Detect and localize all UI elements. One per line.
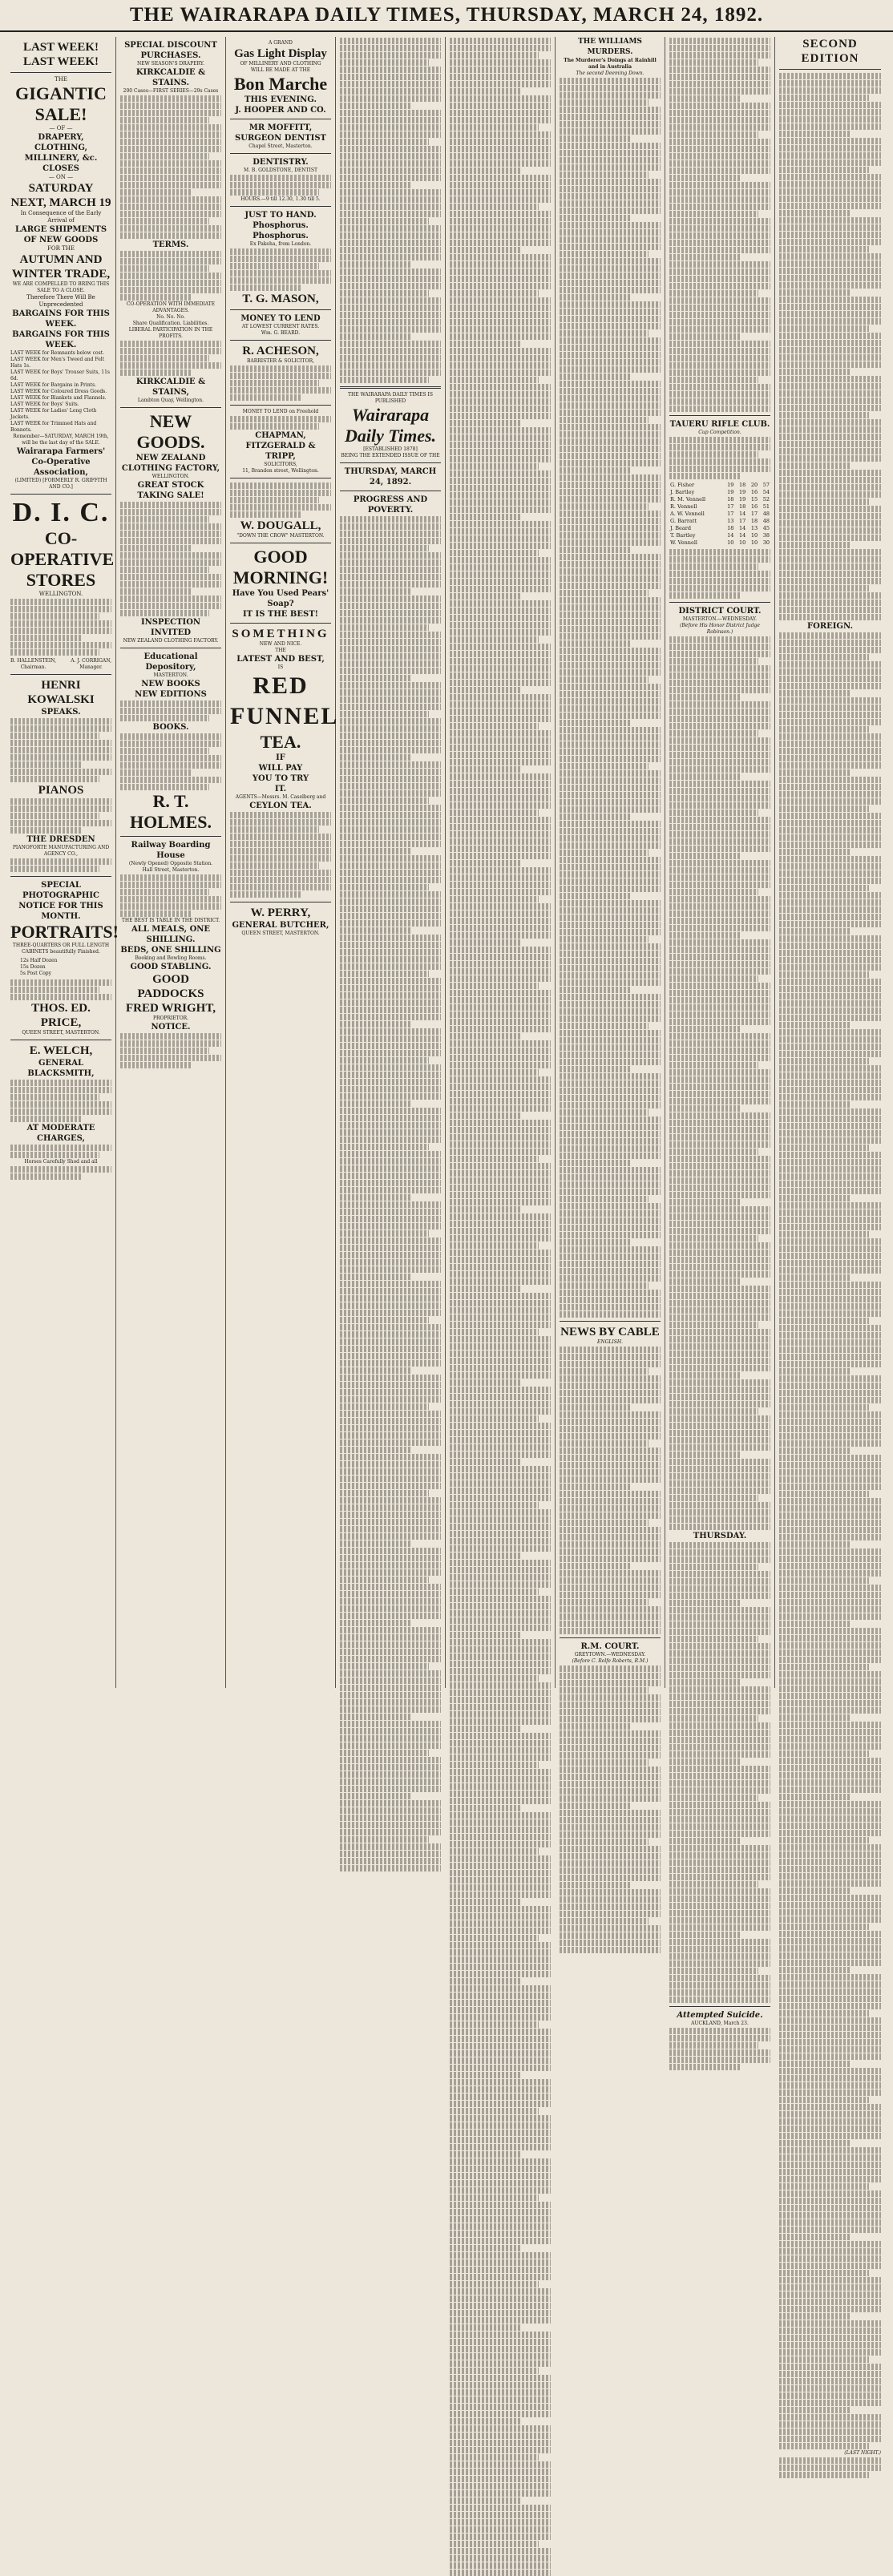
last-night-note: (LAST NIGHT.) — [844, 2450, 881, 2456]
acheson-name: R. ACHESON, — [242, 345, 319, 357]
last-week-item: LAST WEEK for Men's Tweed and Felt Hats 1s. — [10, 357, 105, 369]
last-week-item: LAST WEEK for Boys' Suits. — [10, 402, 79, 407]
last-week-item: LAST WEEK for Trimmed Hats and Bonnets. — [10, 421, 97, 433]
just-to-hand: JUST TO HAND. — [244, 211, 317, 220]
good-morning: GOOD MORNING! — [232, 547, 329, 587]
lend-freehold: MONEY TO LEND on Freehold — [242, 409, 319, 414]
farmers-association: Wairarapa Farmers' Co-Operative Association, — [16, 447, 106, 477]
for-the-label: FOR THE — [47, 245, 75, 252]
score-value: 13 — [750, 525, 758, 531]
holmes-title: R. T. HOLMES. — [129, 791, 212, 832]
dougall-ad — [230, 478, 331, 543]
column-4 — [336, 37, 446, 1688]
gas-light-title: Gas Light Display — [234, 47, 327, 60]
new-season: NEW SEASON'S DRAPERY. — [137, 61, 204, 67]
liberal-line: LIBERAL PARTICIPATION IN THE PROFITS. — [128, 327, 213, 339]
last-week-item: LAST WEEK for Coloured Dress Goods. — [10, 389, 107, 394]
score-row — [669, 539, 770, 547]
photo-ad — [10, 877, 119, 1040]
terms-heading: TERMS. — [152, 240, 189, 249]
bon-marche-ad — [230, 37, 331, 119]
goldstone-line: M. B. GOLDSTONE, DENTIST — [243, 168, 318, 173]
moderate-line: AT MODERATE CHARGES, — [26, 1124, 95, 1143]
something-title: SOMETHING — [232, 628, 329, 640]
inspection-invited: INSPECTION INVITED — [140, 618, 201, 637]
score-value: 10 — [750, 532, 758, 539]
score-row — [669, 489, 770, 496]
score-value: 14 — [739, 532, 746, 539]
kirkcaldie-ad — [120, 37, 221, 408]
new-books: NEW BOOKS — [141, 680, 200, 688]
surgeon-line: SURGEON DENTIST — [235, 134, 326, 143]
score-name: W. Vennell — [670, 539, 697, 546]
score-value: 17 — [727, 511, 734, 517]
murders-heading: THE WILLIAMS MURDERS. — [578, 38, 642, 56]
moffitt-name: MR MOFFITT, — [249, 123, 313, 132]
perry-ad — [230, 902, 331, 940]
new-and-nice: NEW AND NICE. — [259, 641, 302, 647]
butcher-line: GENERAL BUTCHER, — [232, 921, 329, 930]
score-value: 18 — [727, 525, 734, 531]
column-5 — [446, 37, 556, 1688]
dic-ad — [10, 495, 115, 675]
clothing-factory-ad — [120, 408, 221, 648]
column-1 — [6, 37, 119, 1688]
score-value: 18 — [727, 496, 734, 503]
barrister-line: BARRISTER & SOLICITOR, — [246, 358, 314, 364]
score-value: 19 — [727, 489, 734, 495]
score-value: 16 — [750, 503, 758, 510]
the-label: THE — [275, 648, 286, 653]
rifle-club-heading: TAUERU RIFLE CLUB. — [669, 420, 770, 429]
remember-line: Remember—SATURDAY, MARCH 19th, will be the last day of the SALE. — [13, 434, 109, 446]
money-ad — [230, 310, 331, 341]
kowalski-ad — [10, 675, 111, 877]
hours-line: HOURS.—9 till 12.30, 1.30 till 5. — [240, 196, 321, 202]
chapman-name: CHAPMAN, FITZGERALD & TRIPP, — [245, 431, 316, 461]
column-6 — [556, 37, 665, 1688]
score-value: 52 — [762, 496, 770, 503]
times-title: Wairarapa Daily Times. — [344, 405, 437, 446]
hall-street: Hall Street, Masterton. — [142, 867, 200, 873]
will-pay: WILL PAY — [258, 764, 303, 773]
bargains-line-1: BARGAINS FOR THIS WEEK. — [12, 309, 110, 329]
last-week-item: LAST WEEK for Blankets and Flannels. — [10, 395, 107, 401]
made-at-line: WILL BE MADE AT THE — [250, 67, 311, 73]
shares-cols: No. No. No. — [156, 314, 185, 320]
being-line: BEING THE EXTENDED ISSUE OF THE — [341, 453, 440, 458]
wright-name: FRED WRIGHT, — [126, 1002, 216, 1015]
shares-line: Share Qualification. Liabilities. — [132, 321, 209, 326]
score-row — [669, 503, 770, 511]
proprietor-line: PROPRIETOR. — [152, 1015, 189, 1021]
educational-title: Educational Depository, — [143, 652, 198, 672]
foreign-heading: FOREIGN. — [807, 622, 853, 631]
score-name: J. Beard — [670, 525, 691, 531]
lines-title: 200 Cases—FIRST SERIES—29s Cases — [123, 88, 219, 94]
score-value: 20 — [750, 482, 758, 488]
manager-title: Manager. — [79, 664, 103, 670]
have-you-used: Have You Used Pears' Soap? — [232, 589, 329, 608]
score-row — [669, 525, 770, 532]
cup-sub: Cup Competition. — [698, 430, 741, 435]
saturday-line: SATURDAY NEXT, MARCH 19 — [10, 182, 111, 209]
second-edition: SECOND EDITION — [801, 38, 859, 65]
chairman-title: Chairman. — [20, 664, 46, 670]
moffitt-ad — [230, 119, 331, 154]
blacksmith-line: GENERAL BLACKSMITH, — [27, 1059, 95, 1078]
portraits-title: PORTRAITS! — [10, 922, 119, 942]
score-value: 14 — [739, 525, 746, 531]
price-line: 12s Half Dozen — [20, 958, 58, 963]
judge-sub: (Before His Honor District Judge Robinson.) — [680, 623, 760, 635]
score-value: 18 — [750, 518, 758, 524]
score-value: 48 — [762, 511, 770, 517]
thursday-heading: THURSDAY. — [693, 1532, 747, 1540]
on-label: — ON — — [48, 174, 74, 180]
nzcf-bottom: NEW ZEALAND CLOTHING FACTORY. — [123, 638, 219, 644]
last-week-item: LAST WEEK for Boys' Trouser Suits, 11s 6d. — [10, 369, 110, 382]
good-paddocks: GOOD PADDOCKS — [137, 973, 204, 1000]
educational-ad — [120, 648, 221, 837]
last-week-item: LAST WEEK for Ladies' Long Cloth Jackets. — [10, 408, 97, 420]
perry-name: W. PERRY, — [250, 906, 311, 919]
good-stabling: GOOD STABLING. — [130, 963, 212, 971]
dougall-name: W. DOUGALL, — [240, 519, 321, 532]
auckland-dateline: AUCKLAND, March 23. — [691, 2021, 749, 2026]
score-value: 17 — [739, 518, 746, 524]
bon-marche-title: Bon Marche — [233, 74, 328, 94]
closes-line: CLOSES — [42, 164, 79, 173]
therefore-line: Therefore There Will Be Unprecedented — [26, 294, 95, 308]
horses-line: Horses Carefully Shod and all — [24, 1159, 98, 1165]
near-station: (Newly Opened) Opposite Station. — [128, 861, 213, 866]
score-value: 19 — [739, 496, 746, 503]
score-value: 18 — [739, 482, 746, 488]
of-label: — OF — — [49, 125, 73, 131]
coop-stores-title: CO-OPERATIVE STORES — [10, 528, 115, 590]
phosphorus-title: Phosphorus. Phosphorus. — [253, 221, 309, 240]
column-8 — [775, 37, 885, 2456]
established-line: [ESTABLISHED 1878] — [363, 446, 418, 452]
hooper-line: J. HOOPER AND CO. — [235, 106, 326, 115]
millinery-line: OF MILLINERY AND CLOTHING — [240, 61, 321, 67]
solicitors-line: SOLICITORS, — [264, 462, 297, 467]
welch-name: E. WELCH, — [29, 1044, 93, 1057]
score-name: T. Bartley — [670, 532, 696, 539]
masterton-wed: MASTERTON.—WEDNESDAY. — [682, 616, 758, 622]
times-sub: THE WAIRARAPA DAILY TIMES IS PUBLISHED — [348, 392, 433, 404]
score-row — [669, 496, 770, 503]
it-is-best: IT IS THE BEST! — [242, 610, 319, 619]
agents-line: AGENTS—Messrs. M. Caselberg and — [235, 794, 326, 800]
ceylon-tea: CEYLON TEA. — [249, 801, 312, 810]
score-value: 38 — [762, 532, 770, 539]
score-value: 51 — [762, 503, 770, 510]
queen-street: QUEEN STREET, MASTERTON. — [22, 1030, 100, 1036]
you-to-try: YOU TO TRY — [252, 774, 309, 783]
last-week-item: LAST WEEK for Bargains in Prints. — [10, 382, 97, 388]
scores-table — [669, 482, 770, 547]
gigantic-sale-ad — [10, 37, 111, 495]
score-value: 17 — [750, 511, 758, 517]
tea-title: TEA. — [260, 732, 301, 752]
before-sub: (Before C. Rolfe Roberts, R.M.) — [572, 1658, 649, 1664]
autumn-line: AUTUMN AND WINTER TRADE, — [11, 253, 111, 281]
english-sub: ENGLISH. — [596, 1339, 624, 1345]
welch-ad — [10, 1040, 111, 1184]
murders-sub: The Murderer's Doings at Rainhill and in Australia — [564, 58, 657, 70]
district-court-heading: DISTRICT COURT. — [678, 607, 762, 616]
score-value: 15 — [750, 496, 758, 503]
speaks-line: SPEAKS. — [41, 708, 81, 717]
red-funnel-ad — [230, 624, 339, 902]
column-7 — [665, 37, 775, 2026]
large-shipments-line: LARGE SHIPMENTS OF NEW GOODS — [14, 225, 107, 244]
attempted-suicide: Attempted Suicide. — [677, 2011, 763, 2020]
dresden-title: THE DRESDEN — [26, 835, 95, 844]
red-funnel-title: RED FUNNEL — [230, 672, 339, 729]
column-3 — [226, 37, 339, 1688]
score-value: 30 — [762, 539, 770, 546]
corrigan-name: A. J. CORRIGAN, — [71, 658, 111, 664]
pianos-title: PIANOS — [38, 784, 84, 797]
column-2 — [116, 37, 226, 1688]
compelled-line: WE ARE COMPELLED TO BRING THIS SALE TO A CLOSE. — [12, 281, 110, 293]
score-value: 18 — [739, 503, 746, 510]
last-week-item: LAST WEEK for Remnants below cost. — [10, 350, 105, 356]
score-value: 14 — [727, 532, 734, 539]
great-stock: GREAT STOCK TAKING SALE! — [137, 481, 204, 500]
grand-label: A GRAND — [269, 40, 293, 46]
score-value: 14 — [739, 511, 746, 517]
score-value: 57 — [762, 482, 770, 488]
meals-line: ALL MEALS, ONE SHILLING. — [131, 925, 211, 944]
railway-ad — [120, 837, 221, 1072]
price-line: 15s Dozen — [20, 964, 46, 970]
money-to-lend: MONEY TO LEND — [240, 314, 321, 323]
new-editions: NEW EDITIONS — [135, 690, 207, 699]
newspaper-columns — [6, 37, 887, 2456]
score-value: 45 — [762, 525, 770, 531]
brandon-line: 11, Brandon street, Wellington. — [242, 468, 319, 474]
beard-name: Wm. G. BEARD. — [261, 330, 301, 336]
consequence-line: In Consequence of the Early Arrival of — [20, 210, 102, 224]
score-value: 19 — [739, 489, 746, 495]
portraits-desc: THREE-QUARTERS OR FULL LENGTH CABINETS beautifully Finished. — [12, 943, 110, 955]
kirkcaldie-title: KIRKCALDIE & STAINS. — [135, 68, 206, 87]
masthead: THE WAIRARAPA DAILY TIMES, THURSDAY, MARCH 24, 1892. — [0, 0, 893, 32]
mason-name: T. G. MASON, — [242, 293, 319, 305]
bargains-line-2: BARGAINS FOR THIS WEEK. — [12, 330, 110, 349]
pears-ad — [230, 543, 331, 624]
if-label: IF — [276, 753, 285, 762]
score-value: 54 — [762, 489, 770, 495]
score-name: G. Fisher — [670, 482, 695, 488]
nz-clothing-title: NEW ZEALAND CLOTHING FACTORY, — [121, 454, 220, 473]
score-value: 13 — [727, 518, 734, 524]
score-value: 17 — [727, 503, 734, 510]
score-name: R. Vennell — [670, 503, 697, 510]
score-value: 10 — [739, 539, 746, 546]
last-week-list — [10, 350, 111, 434]
photo-notice: SPECIAL PHOTOGRAPHIC NOTICE FOR THIS MONTH. — [18, 881, 103, 921]
price-name: THOS. ED. PRICE, — [31, 1002, 91, 1029]
is-label: IS — [277, 664, 284, 670]
news-cable-heading: NEWS BY CABLE — [560, 1326, 660, 1338]
acheson-ad — [230, 341, 331, 406]
nzcf-wellington: WELLINGTON. — [152, 474, 190, 479]
dic-wellington: WELLINGTON. — [38, 591, 83, 597]
best-table: THE BEST IS TABLE IN THE DISTRICT. — [121, 918, 220, 923]
score-name: R. M. Vennell — [670, 496, 706, 503]
it-label: IT. — [274, 785, 287, 793]
progress-heading: PROGRESS AND POVERTY. — [353, 495, 428, 515]
score-row — [669, 518, 770, 525]
chapel-line: Chapel Street, Masterton. — [249, 143, 313, 149]
score-value: 10 — [727, 539, 734, 546]
kirkcaldie-sign: KIRKCALDIE & STAINS, — [135, 378, 206, 397]
notice-heading: NOTICE. — [151, 1023, 191, 1032]
ex-pakeha: Ex Pakeha, from London. — [249, 241, 312, 247]
dougall-sub: "DOWN THE CROW" MASTERTON. — [236, 533, 325, 539]
price-line: 5s Post Copy — [20, 971, 52, 976]
perry-queen: QUEEN STREET, MASTERTON. — [241, 931, 320, 936]
second-sub: The second Deeming Down. — [576, 71, 644, 76]
score-row — [669, 482, 770, 489]
score-value: 48 — [762, 518, 770, 524]
latest-best: LATEST AND BEST, — [236, 655, 325, 664]
new-goods-title: NEW GOODS. — [136, 411, 205, 452]
score-row — [669, 511, 770, 518]
score-row — [669, 532, 770, 539]
score-name: J. Bartley — [670, 489, 695, 495]
phosphorus-ad — [230, 207, 331, 310]
score-value: 19 — [727, 482, 734, 488]
coop-immediate: CO-OPERATION WITH IMMEDIATE ADVANTAGES. — [126, 301, 216, 313]
dentistry-title: DENTISTRY. — [253, 158, 309, 167]
chapman-ad — [230, 406, 331, 478]
pianoforte-line: PIANOFORTE MANUFACTURING AND AGENCY CO., — [12, 845, 110, 857]
score-name: G. Barratt — [670, 518, 697, 524]
limited-line: (LIMITED) [FORMERLY R. GRIFFITH AND CO.] — [14, 478, 107, 490]
educational-masterton: MASTERTON. — [153, 672, 188, 678]
last-week-heading: LAST WEEK! LAST WEEK! — [22, 41, 99, 68]
booking-line: Booking and Bowling Rooms. — [135, 955, 207, 961]
special-discount: SPECIAL DISCOUNT PURCHASES. — [124, 41, 217, 60]
lowest-rates: AT LOWEST CURRENT RATES. — [241, 324, 320, 329]
score-name: A. W. Vennell — [670, 511, 705, 517]
greytown-sub: GREYTOWN.—WEDNESDAY. — [574, 1652, 646, 1657]
kowalski-title: HENRI KOWALSKI — [27, 679, 95, 706]
rm-court-heading: R.M. COURT. — [580, 1642, 640, 1651]
dic-title: D. I. C. — [12, 498, 110, 527]
score-value: 16 — [750, 489, 758, 495]
beds-line: BEDS, ONE SHILLING — [120, 946, 221, 955]
dentistry-ad — [230, 154, 331, 207]
railway-title: Railway Boarding House — [131, 841, 211, 860]
hallenstein-name: B. HALLENSTEIN, — [10, 658, 57, 664]
books-heading: BOOKS. — [152, 723, 189, 732]
score-value: 10 — [750, 539, 758, 546]
this-evening: THIS EVENING. — [244, 95, 317, 104]
lambton-line: Lambton Quay, Wellington. — [137, 398, 204, 403]
the-label: THE — [55, 76, 67, 83]
gigantic-sale-title: GIGANTIC SALE! — [15, 83, 107, 124]
issue-date: THURSDAY, MARCH 24, 1892. — [344, 467, 437, 487]
drapery-line: DRAPERY, CLOTHING, MILLINERY, &c. — [24, 133, 98, 163]
